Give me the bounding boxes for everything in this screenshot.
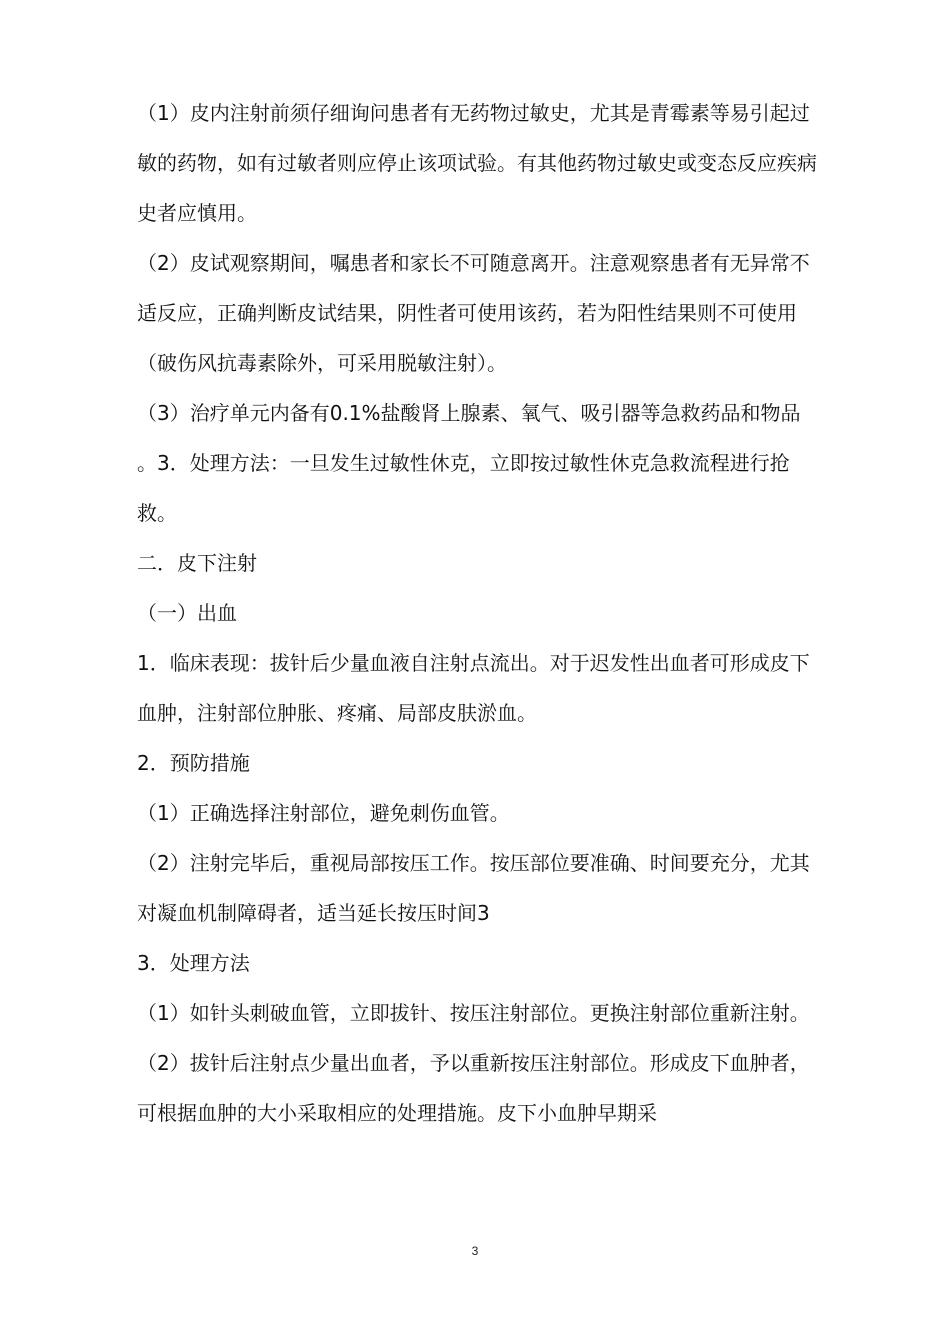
- paragraph-treatment-2: （2）拔针后注射点少量出血者，予以重新按压注射部位。形成皮下血肿者，可根据血肿的大小采取相应的处理措施。皮下小血肿早期采: [137, 1051, 810, 1125]
- paragraph-treatment-1: （1）如针头刺破血管，立即拔针、按压注射部位。更换注射部位重新注射。: [137, 1001, 810, 1025]
- paragraph-intradermal-prevention-1: （1）皮内注射前须仔细询问患者有无药物过敏史，尤其是青霉素等易引起过敏的药物，如有过敏者则应停止该项试验。有其他药物过敏史或变态反应疾病史者应慎用。: [137, 101, 817, 225]
- page-number: 3: [471, 1244, 479, 1258]
- document-body: [137, 88, 817, 1138]
- subsection-heading-bleeding: （一）出血: [137, 601, 237, 625]
- paragraph-prevention-2: （2）注射完毕后，重视局部按压工作。按压部位要准确、时间要充分，尤其对凝血机制障碍者，适当延长按压时间3: [137, 851, 810, 925]
- paragraph-intradermal-prevention-2: （2）皮试观察期间，嘱患者和家长不可随意离开。注意观察患者有无异常不适反应，正确判断皮试结果，阴性者可使用该药，若为阳性结果则不可使用（破伤风抗毒素除外，可采用脱敏注射）。: [137, 251, 810, 375]
- paragraph-intradermal-prevention-3: （3）治疗单元内备有0.1%盐酸肾上腺素、氧气、吸引器等急救药品和物品: [137, 401, 801, 425]
- heading-treatment-methods: 3．处理方法: [137, 951, 250, 975]
- paragraph-prevention-1: （1）正确选择注射部位，避免刺伤血管。: [137, 801, 510, 825]
- section-heading-subcutaneous: 二．皮下注射: [137, 551, 257, 575]
- heading-prevention-measures: 2．预防措施: [137, 751, 250, 775]
- paragraph-clinical-manifestation: 1．临床表现：拔针后少量血液自注射点流出。对于迟发性出血者可形成皮下血肿，注射部位肿胀、疼痛、局部皮肤淤血。: [137, 651, 810, 725]
- paragraph-intradermal-treatment: 。3．处理方法：一旦发生过敏性休克，立即按过敏性休克急救流程进行抢救。: [137, 451, 790, 525]
